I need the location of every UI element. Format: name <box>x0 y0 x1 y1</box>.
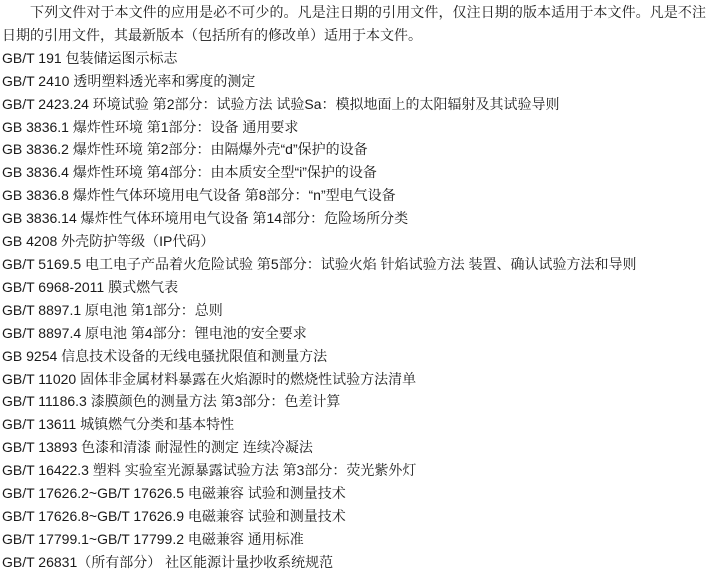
reference-line: GB 4208 外壳防护等级（IP代码） <box>2 233 215 250</box>
reference-line: GB 3836.4 爆炸性环境 第4部分：由本质安全型“i”保护的设备 <box>2 164 377 181</box>
reference-line: GB/T 8897.1 原电池 第1部分：总则 <box>2 301 223 318</box>
reference-line: GB/T 17626.2~GB/T 17626.5 电磁兼容 试验和测量技术 <box>2 485 346 502</box>
reference-line: GB/T 8897.4 原电池 第4部分：锂电池的安全要求 <box>2 324 307 341</box>
reference-line: GB/T 16422.3 塑料 实验室光源暴露试验方法 第3部分：荧光紫外灯 <box>2 462 417 479</box>
reference-line: GB/T 5169.5 电工电子产品着火危险试验 第5部分：试验火焰 针焰试验方法 装置、确认试验方法和导则 <box>2 255 637 272</box>
reference-line: GB/T 191 包装储运图示标志 <box>2 49 178 66</box>
reference-line: GB/T 2410 透明塑料透光率和雾度的测定 <box>2 72 256 89</box>
reference-line: GB/T 6968-2011 膜式燃气表 <box>2 278 179 295</box>
reference-line: GB 3836.8 爆炸性气体环境用电气设备 第8部分：“n”型电气设备 <box>2 187 396 204</box>
reference-line: GB 3836.1 爆炸性环境 第1部分：设备 通用要求 <box>2 118 299 135</box>
reference-line: GB 3836.2 爆炸性环境 第2部分：由隔爆外壳“d”保护的设备 <box>2 141 368 158</box>
normative-references-intro: 下列文件对于本文件的应用是必不可少的。凡是注日期的引用文件，仅注日期的版本适用于本文件。凡是不注日期的引用文件，其最新版本（包括所有的修改单）适用于本文件。 <box>2 4 706 43</box>
reference-line: GB 3836.14 爆炸性气体环境用电气设备 第14部分：危险场所分类 <box>2 210 409 227</box>
reference-line: GB 9254 信息技术设备的无线电骚扰限值和测量方法 <box>2 347 328 364</box>
reference-line: GB/T 11186.3 漆膜颜色的测量方法 第3部分：色差计算 <box>2 393 341 410</box>
reference-line: GB/T 17626.8~GB/T 17626.9 电磁兼容 试验和测量技术 <box>2 507 346 524</box>
reference-line: GB/T 2423.24 环境试验 第2部分：试验方法 试验Sa：模拟地面上的太阳辐射及其试验导则 <box>2 95 560 112</box>
reference-line: GB/T 26831（所有部分） 社区能源计量抄收系统规范 <box>2 553 334 570</box>
reference-line: GB/T 11020 固体非金属材料暴露在火焰源时的燃烧性试验方法清单 <box>2 370 417 387</box>
reference-line: GB/T 13611 城镇燃气分类和基本特性 <box>2 416 235 433</box>
reference-line: GB/T 17799.1~GB/T 17799.2 电磁兼容 通用标准 <box>2 530 304 547</box>
reference-line: GB/T 13893 色漆和清漆 耐湿性的测定 连续冷凝法 <box>2 439 313 456</box>
